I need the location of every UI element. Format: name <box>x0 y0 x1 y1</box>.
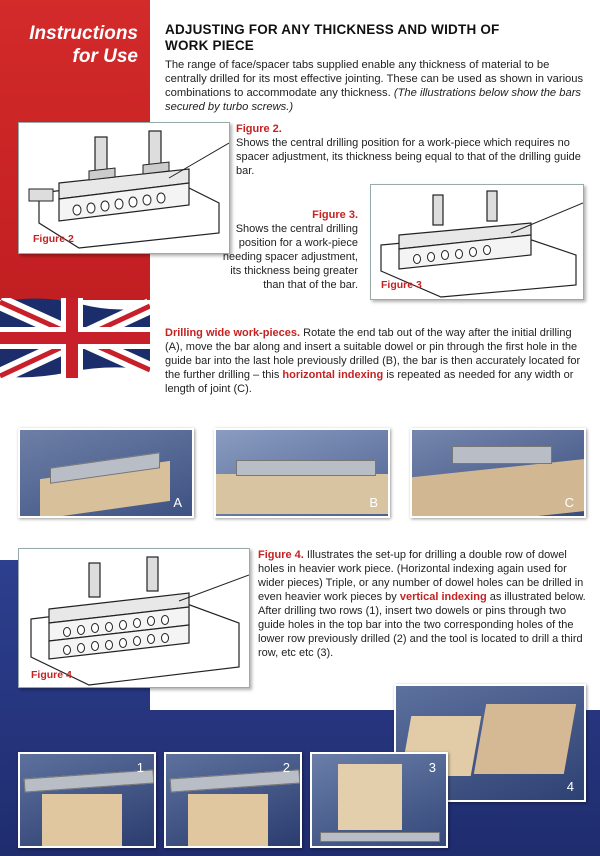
photo-a <box>18 428 194 518</box>
photo-4-label: 4 <box>566 779 574 794</box>
intro-italic: (The illustrations below show the bars secured by turbo screws.) <box>165 87 582 113</box>
photo-b <box>214 428 390 518</box>
figure4-text2: as illustrated below. <box>489 591 586 603</box>
intro-text: The range of face/spacer tabs supplied enable any thickness of material to be centrally drilled for its most effective jointing. These can be used as shown in various combinations to accommodate any thickness. <box>165 59 584 99</box>
figure2-description <box>236 122 584 178</box>
photo-3-label: 3 <box>428 760 436 775</box>
sidebar-title-line2: for Use <box>72 46 138 67</box>
sidebar-title-line1: Instructions <box>29 23 138 44</box>
figure3-description <box>218 208 358 292</box>
figure2-text: Shows the central drilling position for a work-piece which requires no spacer adjustment, its thickness being equal to that of the drilling guide bar. <box>236 137 581 177</box>
sidebar-title <box>10 22 138 68</box>
figure4-caption: Figure 4 <box>31 669 72 681</box>
photo-b-label: B <box>369 495 378 510</box>
photo-3 <box>310 752 448 848</box>
figure4-title: Figure 4. <box>258 549 304 561</box>
figure2-panel <box>18 122 230 254</box>
photo-1-label: 1 <box>136 760 144 775</box>
page-heading <box>165 22 585 54</box>
intro-paragraph <box>165 58 585 114</box>
figure3-text: Shows the central drilling position for a work-piece needing spacer adjustment, its thickness being greater than that of the bar. <box>222 223 358 291</box>
photo-c <box>410 428 586 518</box>
figure4-description <box>258 548 588 660</box>
figure4-drawing <box>19 549 249 687</box>
figure3-title: Figure 3. <box>312 209 358 221</box>
photo-2-label: 2 <box>282 760 290 775</box>
union-flag-icon <box>0 298 150 378</box>
figure4-highlight: vertical indexing <box>399 591 487 603</box>
figure4-text1: Illustrates the set-up for drilling a double row of dowel holes in heavier work piece. (Horizontal indexing again used for wider pieces) Triple, or any number of dowel holes can be drilled in even heavier work pieces by <box>258 549 584 603</box>
photo-2 <box>164 752 302 848</box>
figure4-text3: After drilling two rows (1), insert two dowels or pins through two guide holes in the top bar into the two corresponding holes of the lower row previously drilled (2) and the tool is located to drill a third row, etc etc (3). <box>258 605 583 659</box>
wide-title: Drilling wide work-pieces. <box>165 327 301 339</box>
figure2-caption: Figure 2 <box>33 233 74 245</box>
figure2-title: Figure 2. <box>236 123 282 135</box>
figure3-panel <box>370 184 584 300</box>
figure3-caption: Figure 3 <box>381 279 422 291</box>
photo-1 <box>18 752 156 848</box>
figure4-panel <box>18 548 250 688</box>
photo-a-label: A <box>173 495 182 510</box>
wide-highlight: horizontal indexing <box>282 369 384 381</box>
wide-text1: Rotate the end tab out of the way after the initial drilling (A), move the bar along and insert a suitable dowel or pin through the first hole in the guide bar into the last hole previously drilled (B), the bar is then accurately located for the further drilling – this <box>165 327 581 381</box>
photo-c-label: C <box>564 495 574 510</box>
heading-line1: ADJUSTING FOR ANY THICKNESS AND WIDTH OF <box>165 22 500 37</box>
wide-text2: is repeated as needed for any width or length of joint (C). <box>165 369 574 395</box>
heading-line2: WORK PIECE <box>165 38 255 53</box>
wide-workpieces-paragraph <box>165 326 585 396</box>
